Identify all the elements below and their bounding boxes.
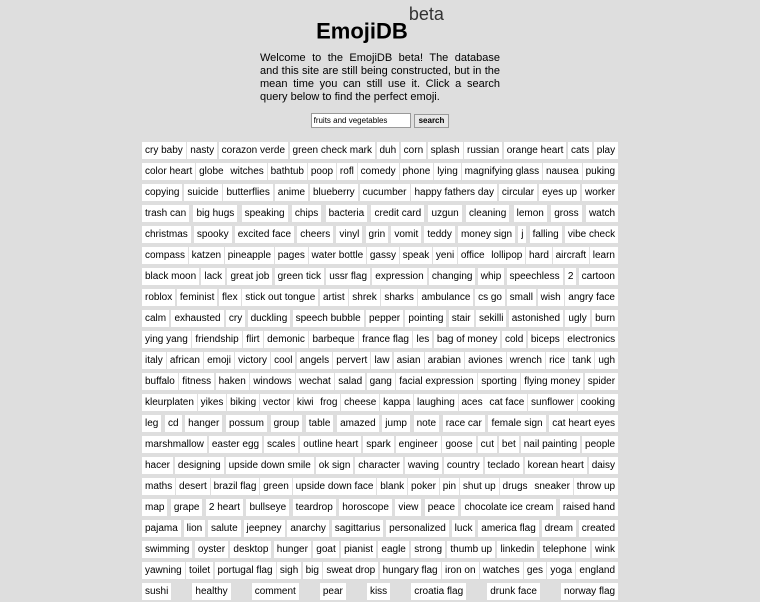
tag-link[interactable]: wish [538,289,564,306]
tag-link[interactable]: happy fathers day [411,184,497,201]
tag-link[interactable]: bacteria [326,205,368,222]
tag-link[interactable]: electronics [564,331,618,348]
tag-link[interactable]: drugs [500,478,531,495]
tag-link[interactable]: gassy [367,247,399,264]
tag-link[interactable]: exhausted [171,310,223,327]
tag-link[interactable]: russian [464,142,502,159]
tag-link[interactable]: vibe check [565,226,618,243]
tag-link[interactable]: aviones [465,352,505,369]
tag-link[interactable]: 2 [565,268,577,285]
tag-link[interactable]: dream [542,520,576,537]
tag-link[interactable]: duh [377,142,400,159]
tag-link[interactable]: pear [320,583,346,600]
tag-link[interactable]: expression [372,268,426,285]
tag-link[interactable]: sagittarius [332,520,384,537]
tag-link[interactable]: compass [142,247,188,264]
tag-link[interactable]: scales [264,436,298,453]
tag-link[interactable]: view [395,499,421,516]
tag-link[interactable]: pineapple [225,247,274,264]
tag-link[interactable]: african [167,352,203,369]
tag-link[interactable]: hard [526,247,552,264]
tag-link[interactable]: anime [275,184,308,201]
tag-link[interactable]: blueberry [310,184,358,201]
tag-link[interactable]: big [303,562,322,579]
tag-link[interactable]: female sign [488,415,545,432]
tag-link[interactable]: telephone [540,541,590,558]
tag-link[interactable]: cats [568,142,592,159]
search-input[interactable] [311,113,411,128]
tag-link[interactable]: kiss [367,583,390,600]
site-logo[interactable] [316,4,444,44]
tag-link[interactable]: watches [480,562,523,579]
tag-link[interactable]: victory [235,352,270,369]
tag-link[interactable]: speechless [507,268,563,285]
search-button[interactable]: search [414,114,450,128]
tag-link[interactable]: speak [400,247,433,264]
tag-link[interactable]: biceps [528,331,563,348]
tag-link[interactable]: anarchy [287,520,329,537]
tag-link[interactable]: fitness [179,373,214,390]
tag-link[interactable]: character [355,457,403,474]
tag-link[interactable]: hacer [142,457,173,474]
tag-link[interactable]: iron on [442,562,479,579]
tag-link[interactable]: law [371,352,392,369]
tag-link[interactable]: yikes [198,394,227,411]
tag-link[interactable]: angry face [565,289,618,306]
tag-link[interactable]: shrek [349,289,379,306]
tag-link[interactable]: lying [434,163,461,180]
tag-link[interactable]: calm [142,310,169,327]
tag-link[interactable]: country [444,457,483,474]
tag-link[interactable]: whip [478,268,505,285]
tag-cloud [142,140,618,602]
tag-link[interactable]: spider [585,373,618,390]
tag-link[interactable]: eyes up [539,184,580,201]
tag-link[interactable]: copying [142,184,182,201]
tag-link[interactable]: corazon verde [219,142,288,159]
tag-link[interactable]: comment [252,583,299,600]
tag-link[interactable]: speech bubble [293,310,364,327]
tag-link[interactable]: uzgun [428,205,461,222]
tag-link[interactable]: nasty [187,142,217,159]
tag-link[interactable]: kiwi [294,394,317,411]
tag-link[interactable]: marshmallow [142,436,207,453]
tag-link[interactable]: burn [592,310,618,327]
tag-link[interactable]: angels [297,352,332,369]
tag-link[interactable]: green tick [275,268,324,285]
tag-link[interactable]: daisy [589,457,618,474]
tag-link[interactable]: splash [428,142,463,159]
tag-link[interactable]: cat heart eyes [549,415,618,432]
tag-link[interactable]: lack [201,268,225,285]
tag-link[interactable]: sekilli [476,310,506,327]
tag-link[interactable]: pervert [333,352,370,369]
tag-link[interactable]: roblox [142,289,175,306]
tag-link[interactable]: goat [313,541,338,558]
tag-link[interactable]: stair [449,310,474,327]
tag-link[interactable]: green check mark [290,142,375,159]
tag-link[interactable]: peace [425,499,458,516]
tag-link[interactable]: cool [271,352,295,369]
tag-link[interactable]: les [413,331,432,348]
tag-link[interactable]: pajama [142,520,181,537]
tag-link[interactable]: personalized [386,520,449,537]
tag-link[interactable]: office [458,247,488,264]
tag-link[interactable]: pages [275,247,308,264]
tag-link[interactable]: black moon [142,268,199,285]
tag-link[interactable]: demonic [264,331,308,348]
tag-link[interactable]: sharks [381,289,416,306]
tag-link[interactable]: corn [401,142,426,159]
tag-link[interactable]: aces [459,394,486,411]
tag-link[interactable]: lollipop [488,247,525,264]
tag-link[interactable]: learn [590,247,618,264]
tag-link[interactable]: kappa [380,394,413,411]
tag-link[interactable]: haken [216,373,249,390]
tag-link[interactable]: orange heart [504,142,567,159]
tag-link[interactable]: butterflies [223,184,272,201]
tag-link[interactable]: bet [499,436,519,453]
tag-link[interactable]: wrench [507,352,545,369]
tag-link[interactable]: maths [142,478,175,495]
tag-link[interactable]: excited face [235,226,294,243]
tag-link[interactable]: croatia flag [411,583,466,600]
tag-link[interactable]: spooky [194,226,232,243]
tag-link[interactable]: cut [478,436,497,453]
tag-link[interactable]: salad [335,373,365,390]
tag-link[interactable]: magnifying glass [462,163,542,180]
site-title: EmojiDB [316,18,408,44]
tag-link[interactable]: frog [317,394,340,411]
tag-link[interactable]: yoga [547,562,575,579]
tag-link[interactable]: pointing [405,310,446,327]
tag-link[interactable]: barbeque [309,331,357,348]
tag-link[interactable]: sporting [478,373,520,390]
tag-link[interactable]: tank [569,352,594,369]
tag-link[interactable]: cs go [475,289,505,306]
tag-link[interactable]: emoji [204,352,234,369]
tag-link[interactable]: kleurplaten [142,394,197,411]
tag-link[interactable]: 2 heart [206,499,243,516]
tag-link[interactable]: amazed [337,415,379,432]
tag-link[interactable]: falling [530,226,562,243]
tag-link[interactable]: outline heart [300,436,361,453]
tag-link[interactable]: portugal flag [215,562,276,579]
tag-link[interactable]: ugly [565,310,589,327]
tag-link[interactable]: biking [227,394,259,411]
tag-link[interactable]: feminist [177,289,217,306]
tag-link[interactable]: yawning [142,562,185,579]
tag-link[interactable]: comedy [358,163,399,180]
tag-link[interactable]: teclado [485,457,523,474]
tag-link[interactable]: color heart [142,163,195,180]
tag-link[interactable]: hanger [185,415,222,432]
tag-link[interactable]: desert [176,478,210,495]
tag-link[interactable]: note [414,415,439,432]
tag-link[interactable]: water bottle [309,247,367,264]
intro-text: Welcome to the EmojiDB beta! The database and this site are still being constructed, but in the mean time you can still use it. Click a search query below to find the perfect emoji. [260,52,500,104]
tag-link[interactable]: witches [227,163,266,180]
tag-link[interactable]: designing [175,457,224,474]
tag-link[interactable]: duckling [248,310,291,327]
tag-link[interactable]: poop [308,163,336,180]
tag-link[interactable]: cold [502,331,526,348]
tag-link[interactable]: luck [452,520,476,537]
tag-link[interactable]: throw up [574,478,618,495]
tag-link[interactable]: upside down smile [226,457,314,474]
tag-link[interactable]: grape [171,499,203,516]
tag-link[interactable]: race car [443,415,485,432]
tag-link[interactable]: america flag [478,520,538,537]
tag-link[interactable]: flirt [243,331,262,348]
tag-link[interactable]: cat face [486,394,527,411]
tag-link[interactable]: hungary flag [380,562,441,579]
search-form [0,113,760,128]
tag-link[interactable]: chocolate ice cream [461,499,556,516]
tag-link[interactable]: engineer [396,436,441,453]
tag-link[interactable]: easter egg [209,436,262,453]
tag-link[interactable]: green [260,478,292,495]
tag-link[interactable]: vinyl [336,226,362,243]
tag-link[interactable]: shut up [460,478,499,495]
tag-link[interactable]: laughing [414,394,458,411]
tag-link[interactable]: ok sign [316,457,354,474]
tag-link[interactable]: aircraft [553,247,590,264]
header [0,0,760,44]
tag-link[interactable]: yeni [433,247,457,264]
tag-link[interactable]: gang [367,373,395,390]
tag-link[interactable]: healthy [192,583,230,600]
tag-link[interactable]: flying money [521,373,583,390]
tag-link[interactable]: blank [377,478,407,495]
tag-link[interactable]: linkedin [497,541,537,558]
tag-link[interactable]: bullseye [246,499,289,516]
tag-link[interactable]: jeepney [244,520,285,537]
tag-link[interactable]: sneaker [531,478,573,495]
tag-link[interactable]: phone [400,163,434,180]
tag-link[interactable]: waving [405,457,442,474]
tag-link[interactable]: thumb up [447,541,495,558]
tag-link[interactable]: ying yang [142,331,191,348]
tag-link[interactable]: horoscope [339,499,392,516]
tag-link[interactable]: nausea [543,163,582,180]
tag-link[interactable]: changing [429,268,476,285]
tag-link[interactable]: christmas [142,226,191,243]
tag-link[interactable]: play [594,142,618,159]
tag-link[interactable]: stick out tongue [242,289,318,306]
tag-link[interactable]: korean heart [525,457,587,474]
tag-link[interactable]: buffalo [142,373,178,390]
tag-link[interactable]: nail painting [521,436,580,453]
tag-link[interactable]: goose [442,436,475,453]
tag-link[interactable]: arabian [425,352,464,369]
tag-link[interactable]: cucumber [360,184,410,201]
tag-link[interactable]: teddy [424,226,454,243]
tag-link[interactable]: poker [408,478,439,495]
tag-link[interactable]: rice [546,352,568,369]
tag-link[interactable]: pin [440,478,459,495]
tag-link[interactable]: sweat drop [323,562,378,579]
tag-link[interactable]: trash can [142,205,189,222]
tag-link[interactable]: chips [292,205,321,222]
tag-link[interactable]: teardrop [293,499,336,516]
tag-link[interactable]: gross [551,205,581,222]
tag-link[interactable]: sigh [277,562,301,579]
tag-link[interactable]: italy [142,352,166,369]
tag-link[interactable]: spark [363,436,393,453]
tag-link[interactable]: map [142,499,167,516]
tag-link[interactable]: speaking [242,205,288,222]
tag-link[interactable]: ugh [595,352,618,369]
tag-link[interactable]: cheese [341,394,379,411]
tag-link[interactable]: great job [227,268,272,285]
tag-link[interactable]: ambulance [418,289,473,306]
tag-link[interactable]: cry [226,310,245,327]
tag-link[interactable]: puking [583,163,618,180]
tag-link[interactable]: ussr flag [326,268,370,285]
tag-link[interactable]: friendship [192,331,241,348]
tag-link[interactable]: facial expression [396,373,476,390]
tag-link[interactable]: cry baby [142,142,186,159]
tag-link[interactable]: watch [586,205,618,222]
tag-link[interactable]: bag of money [434,331,501,348]
tag-link[interactable]: jump [382,415,410,432]
tag-link[interactable]: wink [592,541,618,558]
tag-link[interactable]: vector [260,394,293,411]
tag-link[interactable]: astonished [509,310,563,327]
tag-link[interactable]: france flag [359,331,412,348]
tag-link[interactable]: bathtub [268,163,307,180]
tag-link[interactable]: asian [394,352,424,369]
tag-link[interactable]: cartoon [579,268,618,285]
tag-link[interactable]: small [507,289,536,306]
tag-link[interactable]: cooking [578,394,618,411]
tag-link[interactable]: eagle [378,541,408,558]
tag-link[interactable]: cheers [297,226,333,243]
tag-link[interactable]: toilet [186,562,213,579]
tag-link[interactable]: wechat [296,373,334,390]
beta-label: beta [408,4,444,24]
tag-link[interactable]: lion [184,520,206,537]
tag-link[interactable]: flex [219,289,241,306]
tag-link[interactable]: artist [320,289,348,306]
tag-link[interactable]: windows [250,373,294,390]
tag-link[interactable]: strong [411,541,445,558]
tag-link[interactable]: cleaning [466,205,509,222]
tag-link[interactable]: suicide [184,184,221,201]
tag-link[interactable]: ges [524,562,546,579]
tag-link[interactable]: pianist [341,541,376,558]
tag-link[interactable]: raised hand [560,499,618,516]
tag-link[interactable]: circular [499,184,537,201]
tag-link[interactable]: leg [142,415,161,432]
tag-link[interactable]: upside down face [293,478,377,495]
tag-link[interactable]: desktop [230,541,271,558]
tag-link[interactable]: people [582,436,618,453]
tag-link[interactable]: vomit [391,226,421,243]
tag-link[interactable]: hunger [274,541,311,558]
tag-link[interactable]: possum [226,415,267,432]
tag-link[interactable]: sushi [142,583,171,600]
tag-link[interactable]: lemon [514,205,547,222]
tag-link[interactable]: sunflower [528,394,577,411]
tag-link[interactable]: england [576,562,618,579]
tag-link[interactable]: salute [208,520,241,537]
tag-link[interactable]: rofl [337,163,357,180]
tag-link[interactable]: credit card [371,205,424,222]
tag-link[interactable]: cd [165,415,182,432]
tag-link[interactable]: money sign [458,226,515,243]
tag-link[interactable]: worker [582,184,618,201]
tag-link[interactable]: j [518,226,526,243]
tag-link[interactable]: oyster [195,541,228,558]
tag-link[interactable]: katzen [189,247,224,264]
tag-link[interactable]: globe [196,163,226,180]
tag-link[interactable]: norway flag [561,583,618,600]
tag-link[interactable]: grin [366,226,389,243]
tag-link[interactable]: pepper [366,310,403,327]
tag-link[interactable]: drunk face [487,583,540,600]
tag-link[interactable]: big hugs [193,205,237,222]
tag-link[interactable]: swimming [142,541,192,558]
tag-link[interactable]: created [579,520,618,537]
tag-link[interactable]: group [271,415,303,432]
tag-link[interactable]: brazil flag [211,478,260,495]
tag-link[interactable]: table [306,415,334,432]
